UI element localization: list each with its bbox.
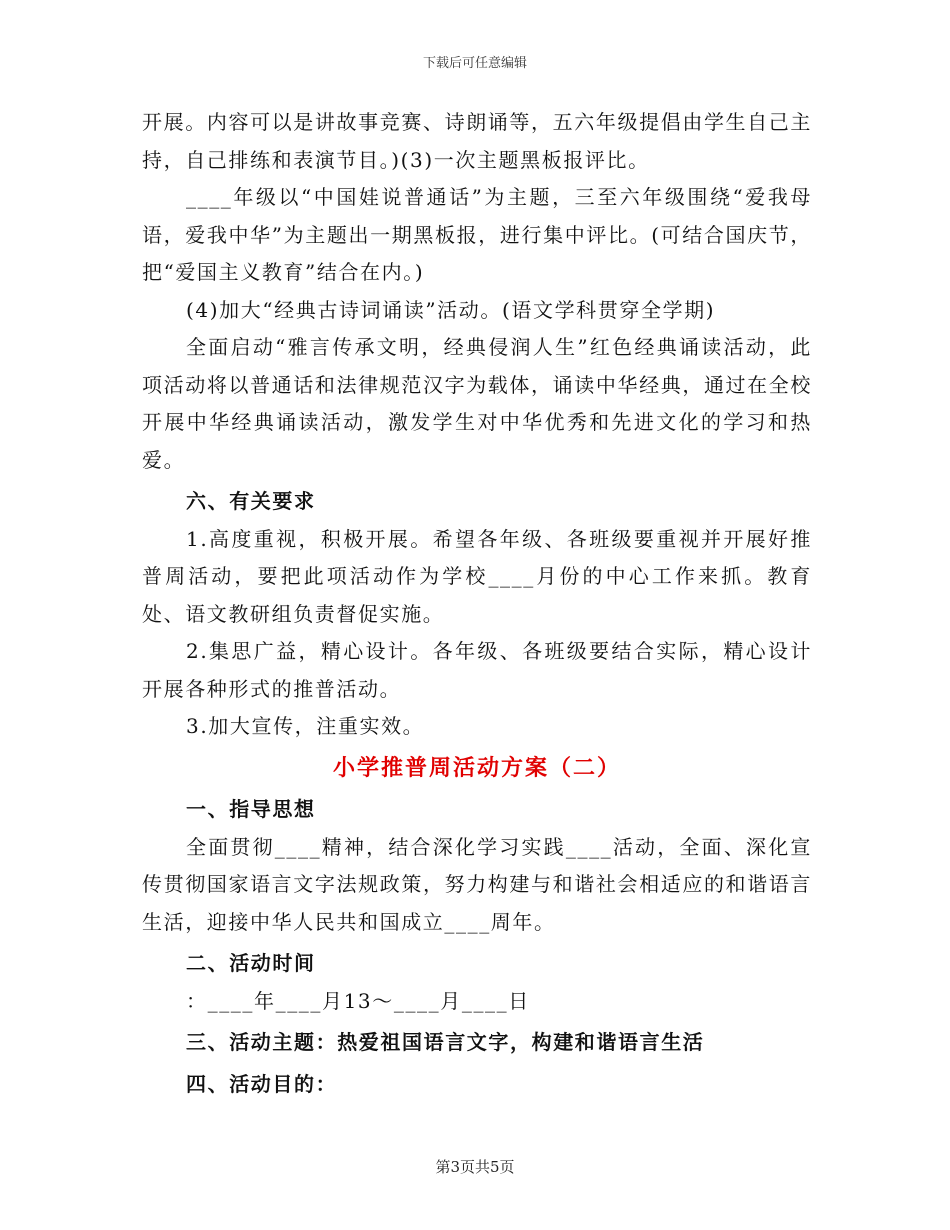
requirement-1: 1.高度重视，积极开展。希望各年级、各班级要重视并开展好推普周活动，要把此项活动作为学校____月份的中心工作来抓。教育处、语文教研组负责督促实施。 — [142, 526, 812, 626]
section-heading-guiding-ideology: 一、指导思想 — [186, 797, 316, 821]
activity-time-line: ：____年____月13～____月____日 — [186, 988, 530, 1013]
paragraph-activity-content: 开展。内容可以是讲故事竞赛、诗朗诵等，五六年级提倡由学生自己主持，自己排练和表演节目。)(3)一次主题黑板报评比。 — [142, 110, 812, 172]
plan-title: 小学推普周活动方案（二） — [332, 754, 621, 781]
paragraph-blackboard: ____年级以“中国娃说普通话”为主题，三至六年级围绕“爱我母语，爱我中华”为主题出一期黑板报，进行集中评比。(可结合国庆节，把“爱国主义教育”结合在内。) — [142, 185, 812, 284]
section-heading-activity-purpose: 四、活动目的： — [186, 1071, 338, 1096]
paragraph-classic-poetry: (4)加大“经典古诗词诵读”活动。(语文学科贯穿全学期) — [186, 297, 716, 322]
page-header: 下载后可任意编辑 — [422, 56, 527, 71]
paragraph-guiding-ideology: 全面贯彻____精神，结合深化学习实践____活动，全面、深化宣传贯彻国家语言文字法规政策，努力构建与和谐社会相适应的和谐语言生活，迎接中华人民共和国成立____周年。 — [142, 834, 812, 934]
section-heading-activity-theme: 三、活动主题：热爱祖国语言文字，构建和谐语言生活 — [186, 1030, 705, 1054]
paragraph-classic-reading: 全面启动“雅言传承文明，经典侵润人生”红色经典诵读活动，此项活动将以普通话和法律规范汉字为载体，诵读中华经典，通过在全校开展中华经典诵读活动，激发学生对中华优秀和先进文化的学习和热爱。 — [142, 335, 812, 472]
requirement-2: 2.集思广益，精心设计。各年级、各班级要结合实际，精心设计开展各种形式的推普活动。 — [142, 639, 812, 701]
section-heading-requirements: 六、有关要求 — [186, 489, 316, 513]
requirement-3: 3.加大宣传，注重实效。 — [186, 714, 425, 738]
section-heading-activity-time: 二、活动时间 — [186, 951, 316, 975]
document-body — [142, 104, 812, 1103]
page-number: 第3页共5页 — [435, 1158, 515, 1176]
